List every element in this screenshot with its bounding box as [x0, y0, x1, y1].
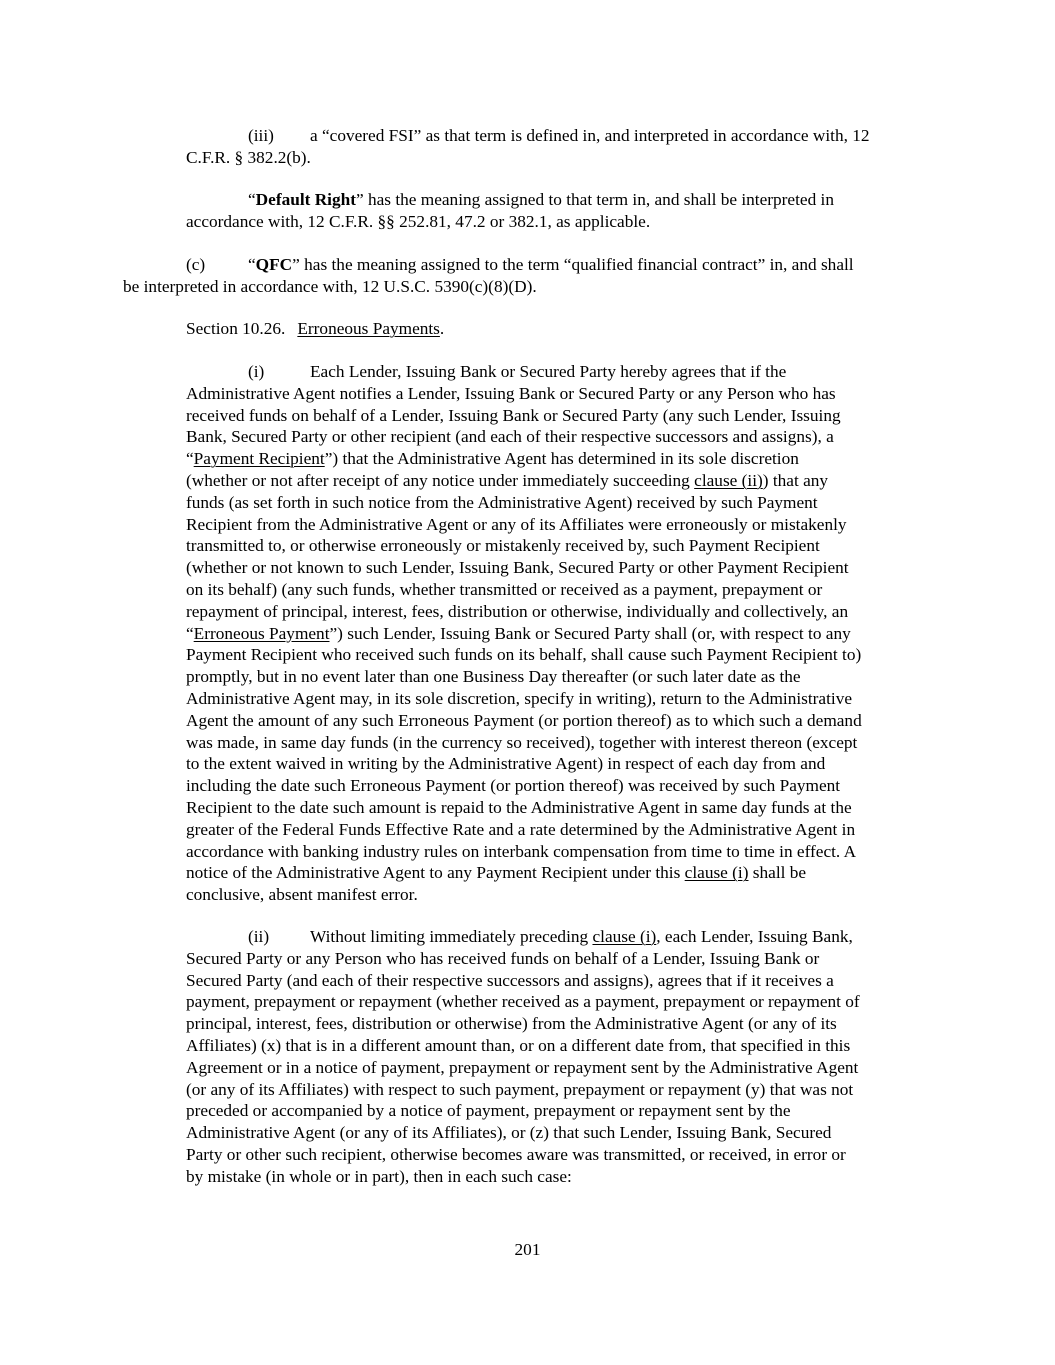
paragraph-i-line: Payment Recipient who received such funds on its behalf, shall cause such Payment Recipient to): [186, 645, 862, 665]
paragraph-ii-line: payment, prepayment or repayment (whether received as a payment, prepayment or repayment of: [186, 992, 860, 1012]
default-right-line-1: ” has the meaning assigned to that term in, and shall be interpreted in: [356, 190, 834, 209]
section-heading: [186, 318, 931, 340]
paragraph-i-line: ”) that the Administrative Agent has determined in its sole discretion: [324, 449, 799, 469]
paragraph-i-line: Recipient to the date such amount is repaid to the Administrative Agent in same day funds at the: [186, 797, 852, 817]
payment-recipient-open-quote: “: [186, 449, 194, 469]
paragraph-ii-line: Party or other such recipient, otherwise becomes aware was transmitted, or received, in error or: [186, 1144, 846, 1164]
paragraph-c-line-1: ” has the meaning assigned to the term “qualified financial contract” in, and shall: [292, 255, 854, 274]
paragraph-iii: [186, 125, 931, 169]
paragraph-ii-line: Agreement or in a notice of payment, prepayment or repayment sent by the Administrative Agent: [186, 1057, 859, 1077]
section-number: Section 10.26.: [186, 319, 286, 338]
paragraph-i-line: including the date such Erroneous Payment (or portion thereof) was received by such Payment: [186, 776, 841, 796]
paragraph-i-line: funds (as set forth in such notice from the Administrative Agent) received by such Payment: [186, 492, 818, 512]
paragraph-i-line: accordance with banking industry rules on interbank compensation from time to time in effect. A: [186, 841, 857, 861]
paragraph-c-line-2: be interpreted in accordance with, 12 U.S.C. 5390(c)(8)(D).: [123, 276, 537, 296]
clause-i-reference: clause (i): [592, 927, 657, 946]
paragraph-i-line: Each Lender, Issuing Bank or Secured Party hereby agrees that if the: [310, 362, 787, 381]
paragraph-i-line: to the extent waived in writing by the Administrative Agent) in respect of each day from and: [186, 754, 826, 774]
paragraph-ii-line: Affiliates) (x) that is in a different amount than, or on a different date from, that specified in this: [186, 1035, 851, 1055]
paragraph-i-line: notice of the Administrative Agent to any Payment Recipient under this: [186, 863, 685, 883]
clause-ii-reference: clause (ii): [694, 470, 763, 490]
paragraph-i-line: greater of the Federal Funds Effective Rate and a rate determined by the Administrative Agent in: [186, 819, 856, 839]
erroneous-payment-open-quote: “: [186, 623, 194, 643]
paragraph-i-line: ”) such Lender, Issuing Bank or Secured Party shall (or, with respect to any: [329, 623, 851, 643]
paragraph-i-line: shall be: [748, 863, 807, 883]
paragraph-iii-line-2: C.F.R. § 382.2(b).: [186, 147, 311, 167]
paragraph-i-line: on its behalf) (any such funds, whether transmitted or received as a payment, prepayment or: [186, 579, 823, 599]
erroneous-payment-term: Erroneous Payment: [193, 623, 330, 643]
paragraph-i-line: received funds on behalf of a Lender, Issuing Bank or Secured Party (any such Lender, Issuing: [186, 405, 841, 425]
clause-i-reference: clause (i): [684, 863, 749, 883]
default-right-line-2: accordance with, 12 C.F.R. §§ 252.81, 47.2 or 382.1, as applicable.: [186, 211, 651, 231]
paragraph-i-line: ) that any: [762, 470, 829, 490]
paragraph-ii-line: , each Lender, Issuing Bank,: [656, 927, 853, 946]
paragraph-c: [123, 254, 931, 298]
paragraph-c-label: (c): [186, 255, 206, 274]
page-number: 201: [514, 1240, 541, 1259]
paragraph-ii-line: preceded or accompanied by a notice of payment, prepayment or repayment sent by the: [186, 1101, 791, 1121]
paragraph-ii-line: Administrative Agent (or any of its Affiliates), or (z) that such Lender, Issuing Bank, Secured: [186, 1123, 832, 1143]
paragraph-ii-line: Secured Party (and each of their respective successors and assigns), agrees that if it receives a: [186, 970, 834, 990]
default-right-term: Default Right: [255, 190, 356, 209]
payment-recipient-term: Payment Recipient: [193, 449, 325, 469]
paragraph-i-line: Agent the amount of any such Erroneous Payment (or portion thereof) as to which such a demand: [186, 710, 862, 730]
section-title-period: .: [439, 319, 445, 338]
paragraph-i-line: Recipient from the Administrative Agent or any of its Affiliates were erroneously or mistakenly: [186, 514, 847, 534]
default-right-open-quote: “: [248, 190, 256, 209]
paragraph-i-line: (whether or not known to such Lender, Issuing Bank, Secured Party or other Payment Recipient: [186, 558, 849, 578]
paragraph-ii-line: Without limiting immediately preceding: [310, 927, 593, 946]
paragraph-i-line: was made, in same day funds (in the currency so received), together with interest thereon (except: [186, 732, 858, 752]
paragraph-ii-label: (ii): [248, 927, 270, 946]
paragraph-ii: [186, 926, 931, 1188]
paragraph-i-line: conclusive, absent manifest error.: [186, 885, 418, 905]
paragraph-iii-label: (iii): [248, 126, 274, 145]
paragraph-i-line: Administrative Agent may, in its sole discretion, specify in writing), return to the Administrative: [186, 688, 853, 708]
paragraph-i-line: (whether or not after receipt of any notice under immediately succeeding: [186, 470, 695, 490]
paragraph-ii-line: by mistake (in whole or in part), then in each such case:: [186, 1166, 572, 1186]
paragraph-i-line: Bank, Secured Party or other recipient (and each of their respective successors and assigns), a: [186, 427, 834, 447]
paragraph-ii-line: principal, interest, fees, distribution or otherwise) from the Administrative Agent (or any of its: [186, 1014, 837, 1034]
paragraph-i-line: transmitted to, or otherwise erroneously or mistakenly received by, such Payment Recipient: [186, 536, 820, 556]
paragraph-i: [186, 361, 931, 906]
paragraph-ii-line: (or any of its Affiliates) with respect to such payment, prepayment or repayment (y) that was not: [186, 1079, 854, 1099]
paragraph-i-label: (i): [248, 362, 265, 381]
paragraph-ii-line: Secured Party or any Person who has received funds on behalf of a Lender, Issuing Bank or: [186, 948, 820, 968]
section-title: Erroneous Payments: [297, 319, 440, 338]
paragraph-iii-line-1: a “covered FSI” as that term is defined in, and interpreted in accordance with, 12: [310, 126, 870, 145]
paragraph-default-right: [186, 189, 931, 233]
paragraph-i-line: Administrative Agent notifies a Lender, Issuing Bank or Secured Party or any Person who has: [186, 383, 836, 403]
qfc-open-quote: “: [248, 255, 256, 274]
paragraph-i-line: repayment of principal, interest, fees, distribution or otherwise, individually and collectively, an: [186, 601, 849, 621]
paragraph-i-line: promptly, but in no event later than one Business Day thereafter (or such later date as the: [186, 667, 801, 687]
qfc-term: QFC: [255, 255, 293, 274]
